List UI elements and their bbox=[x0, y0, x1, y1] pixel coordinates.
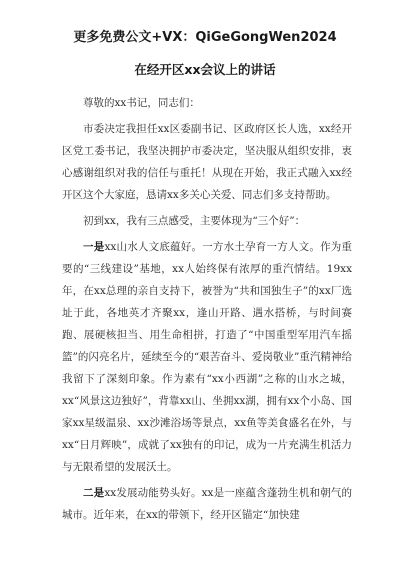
paragraph-3-lead: 一是 bbox=[83, 241, 105, 253]
document-title: 在经开区xx会议上的讲话 bbox=[134, 62, 276, 77]
paragraph-3-text: xx山水人文底蕴好。一方水土孕育一方人文。作为重要的“三线建设”基地，xx人始终保有浓厚的重汽情结。19xx年，在xx总理的亲自支持下，被誉为“共和国独生子”的xx厂选址于此，各地英才齐聚xx，逢山开路、遇水搭桥，与时间赛跑、展硬核担当、用生命相拼，打造了“中国重型军用汽车摇篮”的闪亮名片，延续至今的“艰苦奋斗、爱岗敬业”重汽精神给我留下了深刻印象。作为素有“xx小西湖”之称的山水之城，xx“风景这边独好”，背靠xx山、坐拥xx湖，拥有xx个小岛、国家xx星级温泉、xx沙滩浴场等景点，xx鱼等美食盛名在外，与xx“日月辉映”，成就了xx独有的印记，成为一片充满生机活力与无限希望的发展沃土。 bbox=[62, 241, 353, 473]
paragraph-4-text: xx发展动能势头好。xx是一座蕴含蓬勃生机和朝气的城市。近年来，在xx的带领下，经开区锚定“加快建 bbox=[62, 487, 353, 521]
paragraph-4-lead: 二是 bbox=[83, 487, 105, 499]
paragraph-4 bbox=[62, 482, 352, 526]
paragraph-2: 初到xx，我有三点感受，主要体现为“三个好”： bbox=[83, 215, 306, 227]
document-body bbox=[62, 92, 352, 530]
paragraph-1: 市委决定我担任xx区委副书记、区政府区长人选，xx经开区党工委书记，我坚决拥护市委决定，坚决服从组织安排，衷心感谢组织对我的信任与重托！从现在开始，我正式融入xx经开区这个大家庭，恳请xx多关心关爱、同志们多支持帮助。 bbox=[62, 123, 352, 201]
salutation: 尊敬的xx书记，同志们： bbox=[83, 97, 200, 109]
watermark-header: 更多免费公文+VX：QiGeGongWen2024 bbox=[73, 30, 337, 45]
paragraph-3 bbox=[62, 236, 352, 478]
